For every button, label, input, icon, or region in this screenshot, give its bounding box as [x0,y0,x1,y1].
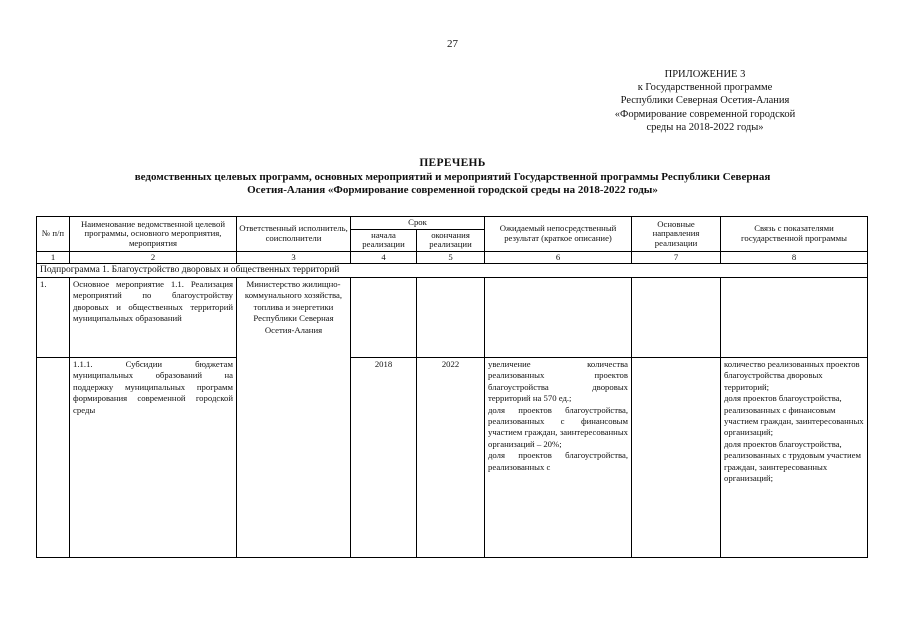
result-item: увеличение количества реализованных проектов благоустройства дворовых территорий на 570 ед.; [488,359,629,404]
col-number: 6 [485,251,632,264]
header-result: Ожидаемый непосредственный результат (краткое описание) [485,217,632,252]
page-number: 27 [447,38,458,50]
col-number: 4 [351,251,417,264]
appendix-line: «Формирование современной городской [614,108,796,120]
appendix-block [560,68,850,134]
header-num: № п/п [37,217,70,252]
title-line-2: ведомственных целевых программ, основных мероприятий и мероприятий Государственной программы Республики Северная [134,170,771,183]
appendix-line: среды на 2018-2022 годы» [646,121,764,133]
appendix-line: ПРИЛОЖЕНИЕ 3 [664,69,746,80]
col-number: 3 [237,251,351,264]
row-result [485,358,632,558]
header-name: Наименование ведомственной целевой программы, основного мероприятия, мероприятия [70,217,237,252]
header-start: начала реализации [351,229,417,251]
row-num: 1. [37,278,70,358]
appendix-line: к Государственной программе [637,82,773,94]
col-number: 1 [37,251,70,264]
link-item: доля проектов благоустройства, реализованных с трудовым участием граждан, заинтересованных организаций; [724,438,862,484]
row-num [37,358,70,558]
result-item: доля проектов благоустройства, реализованных с финансовым участием граждан, заинтересованных организаций – 20%; [488,404,629,449]
result-item: доля проектов благоустройства, реализованных с [488,450,629,472]
header-directions: Основные направления реализации [632,217,721,252]
row-start: 2018 [351,358,417,558]
row-end: 2022 [417,358,485,558]
programs-table [36,216,868,558]
header-link: Связь с показателями государственной программы [721,217,868,252]
row-executor: Министерство жилищно-коммунального хозяйства, топлива и энергетики Республики Северная Осетия-Алания [237,278,351,558]
row-name: 1.1.1. Субсидии бюджетам муниципальных образований на поддержку муниципальных программ формирования современной городской среды [70,358,237,558]
header-executor: Ответственный исполнитель, соисполнители [237,217,351,252]
link-item: количество реализованных проектов благоустройства дворовых территорий; [724,359,860,392]
document-title [0,157,905,198]
appendix-line: Республики Северная Осетия-Алания [620,95,790,107]
col-number: 7 [632,251,721,264]
row-directions [632,278,721,358]
row-name: Основное мероприятие 1.1. Реализация мероприятий по благоустройству дворовых и общественных территорий муниципальных образований [70,278,237,358]
title-line-3: Осетия-Алания «Формирование современной городской среды на 2018-2022 годы» [247,184,658,196]
row-link [721,278,868,358]
subprogram-row: Подпрограмма 1. Благоустройство дворовых и общественных территорий [37,264,868,278]
column-numbers-row [37,251,868,264]
col-number: 2 [70,251,237,264]
row-start [351,278,417,358]
col-number: 8 [721,251,868,264]
title-line-1: ПЕРЕЧЕНЬ [419,157,486,169]
table-row [37,358,868,558]
col-number: 5 [417,251,485,264]
row-link [721,358,868,558]
row-end [417,278,485,358]
header-term: Срок [351,217,485,230]
header-end: окончания реализации [417,229,485,251]
row-result [485,278,632,358]
table-row [37,278,868,358]
row-directions [632,358,721,558]
link-item: доля проектов благоустройства, реализованных с финансовым участием граждан, заинтересованных организаций; [724,393,864,438]
